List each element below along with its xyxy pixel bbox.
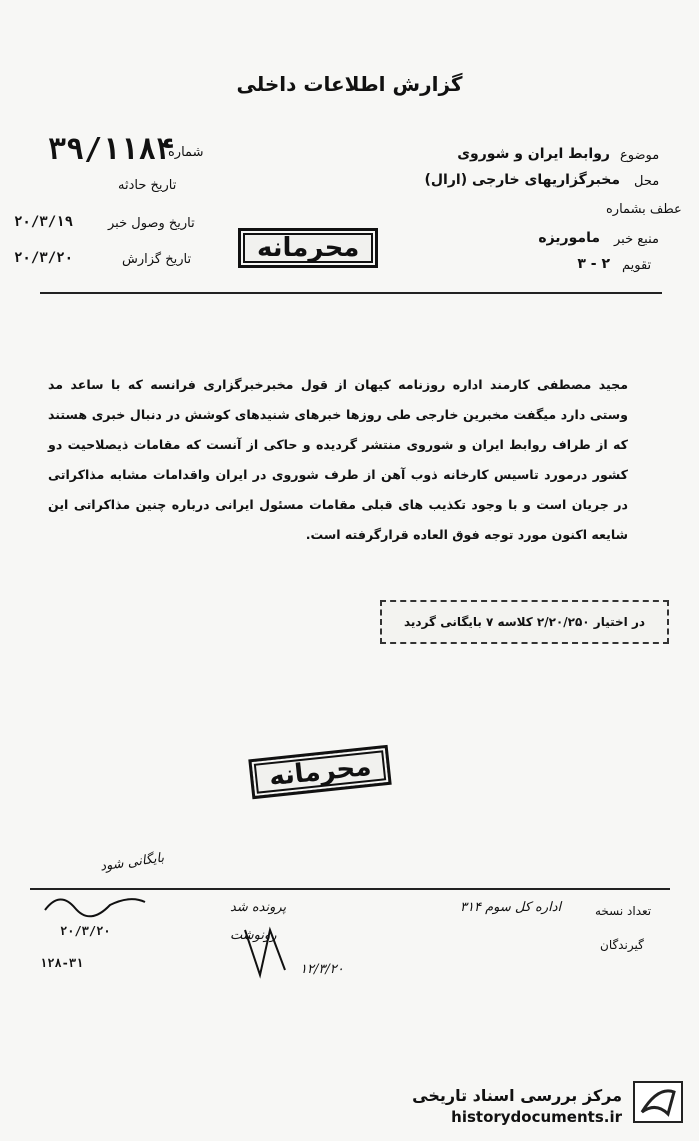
- footer-note-2: رونوشت: [230, 928, 277, 943]
- footer-left-date: ۲۰/۳/۲۰: [60, 924, 111, 938]
- received-date-value: ۲۰/۳/۱۹: [14, 214, 74, 230]
- archive-stamp: در اختیار ۲/۲۰/۲۵۰ کلاسه ۷ بایگانی گردید: [380, 600, 669, 644]
- footer-left-ref: ۱۲۸-۳۱: [40, 956, 84, 970]
- confidential-stamp-bottom: محرمانه: [248, 745, 392, 799]
- watermark-en: historydocuments.ir: [451, 1108, 622, 1126]
- rating-value: ۳ - ۲: [577, 256, 610, 272]
- subject-label: موضوع: [620, 148, 660, 163]
- report-date-value: ۲۰/۳/۲۰: [14, 250, 74, 266]
- ref-label: عطف بشماره: [606, 202, 682, 217]
- event-date-label: تاریخ حادثه: [118, 178, 177, 193]
- informant-label: منبع خبر: [614, 232, 659, 247]
- document-number: ۳۹/۱۱۸۴: [48, 132, 175, 167]
- copies-value: اداره کل سوم ۳۱۴: [460, 900, 562, 915]
- signature-scribble-left: [40, 890, 150, 920]
- report-title: گزارش اطلاعات داخلی: [236, 72, 463, 96]
- rating-label: تقویم: [622, 258, 652, 273]
- report-date-label: تاریخ گزارش: [122, 252, 192, 267]
- report-body: مجید مصطفی کارمند اداره روزنامه کیهان از قول مخبرخبرگزاری فرانسه که با ساعد مد وستی دارد میگفت مخبرین خارجی طی روزها خبرهای شنیدهای کوشش در دنبال خبری هستند که از طراف روابط ایران و شوروی منتشر گردیده و حاکی از آنست که مقامات ذیصلاحیت دو کشور درمورد تاسیس کارخانه ذوب آهن از طرف شوروی در ایران واقدامات مشابه مذاکراتی در جریان است و با وجود تکذیب های قبلی مقامات مسئول ایرانی درباره چنین مذاکراتی این شایعه اکنون مورد توجه فوق العاده قرارگرفته است.: [48, 377, 628, 542]
- received-date-label: تاریخ وصول خبر: [108, 216, 195, 231]
- header-divider: [40, 292, 662, 294]
- subject-value: روابط ایران و شوروی: [457, 146, 610, 162]
- signature-scribble-center: [240, 920, 300, 980]
- handwritten-note: بایگانی شود: [99, 850, 166, 875]
- archive-logo-icon: [632, 1080, 684, 1124]
- number-label: شماره: [168, 145, 204, 160]
- distribution-label: گیرندگان: [600, 938, 644, 952]
- watermark-fa: مرکز بررسی اسناد تاریخی: [412, 1086, 622, 1105]
- source-value: مخبرگزاریهای خارجی (ارال): [424, 172, 620, 188]
- confidential-stamp-top: محرمانه: [238, 228, 378, 268]
- footer-note-1: پرونده شد: [230, 900, 287, 915]
- copies-label: تعداد نسخه: [595, 904, 652, 918]
- footer-note-3: ۱۲/۳/۲۰: [300, 962, 344, 977]
- informant-value: ماموریزه: [538, 230, 600, 246]
- source-label: محل: [634, 174, 660, 189]
